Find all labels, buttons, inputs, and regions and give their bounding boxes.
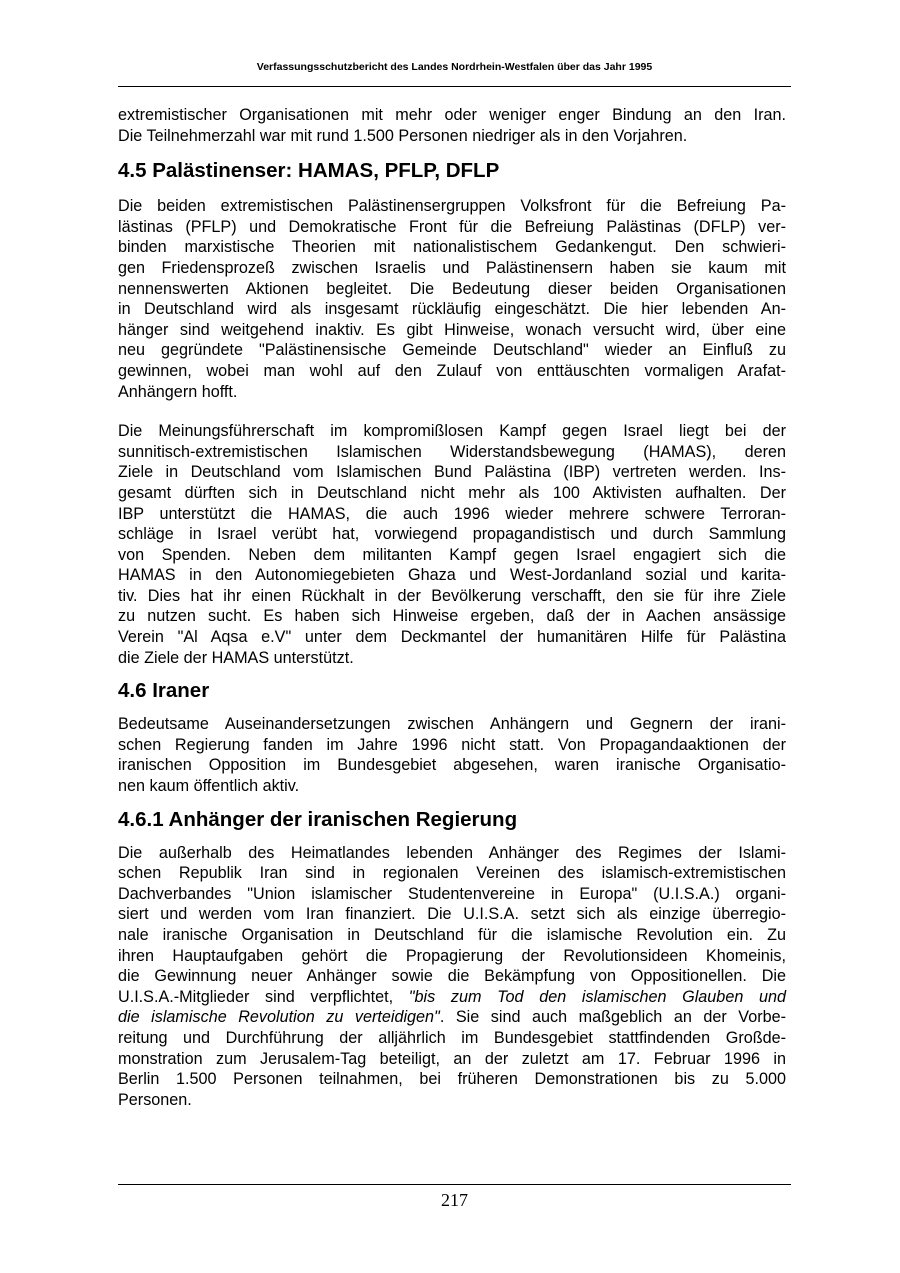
text-line: Verein "Al Aqsa e.V" unter dem Deckmantel der humanitären Hilfe für Palästina <box>118 628 786 647</box>
text-line: Die Meinungsführerschaft im kompromißlosen Kampf gegen Israel liegt bei der <box>118 422 786 441</box>
footer-divider <box>118 1184 791 1185</box>
text-line: HAMAS in den Autonomiegebieten Ghaza und West-Jordanland sozial und karita- <box>118 566 786 585</box>
italic-quote: die islamische Revolution zu verteidigen" <box>118 1008 440 1027</box>
text-line: zu nutzen sucht. Es haben sich Hinweise ergeben, daß der in Aachen ansässige <box>118 607 786 626</box>
running-header: Verfassungsschutzbericht des Landes Nordrhein-Westfalen über das Jahr 1995 <box>256 61 653 73</box>
text-line: Bedeutsame Auseinandersetzungen zwischen Anhängern und Gegnern der irani- <box>118 715 786 734</box>
text-line: die Ziele der HAMAS unterstützt. <box>118 648 354 667</box>
section-4-5-paragraph-1 <box>118 196 786 402</box>
quote-tail: . Sie sind auch maßgeblich an der Vorbe- <box>439 1008 786 1027</box>
text-line: Anhängern hofft. <box>118 382 238 401</box>
text-line: Ziele in Deutschland vom Islamischen Bund Palästina (IBP) vertreten werden. Ins- <box>118 463 786 482</box>
text-line: schen Regierung fanden im Jahre 1996 nicht statt. Von Propagandaaktionen der <box>118 735 786 754</box>
text-line: gesamt dürften sich in Deutschland nicht mehr als 100 Aktivisten aufhalten. Der <box>118 483 786 502</box>
page-content <box>118 105 786 1110</box>
text-line-with-quote <box>118 987 786 1008</box>
section-heading-4-6: 4.6 Iraner <box>118 679 210 703</box>
text-line: sunnitisch-extremistischen Islamischen Widerstandsbewegung (HAMAS), deren <box>118 442 786 461</box>
text-line: in Deutschland wird als insgesamt rückläufig eingeschätzt. Die hier lebenden An- <box>118 300 786 319</box>
text-line: gen Friedensprozeß zwischen Israelis und Palästinensern haben sie kaum mit <box>118 258 786 277</box>
text-line: iranischen Opposition im Bundesgebiet abgesehen, waren iranische Organisatio- <box>118 756 786 775</box>
page-number: 217 <box>441 1190 468 1210</box>
text-line: nen kaum öffentlich aktiv. <box>118 777 300 796</box>
text-line: siert und werden vom Iran finanziert. Die U.I.S.A. setzt sich als einzige überregio- <box>118 905 786 924</box>
text-line: binden marxistische Theorien mit nationalistischem Gedankengut. Den schwieri- <box>118 238 786 257</box>
italic-quote: "bis zum Tod den islamischen Glauben und <box>408 987 786 1006</box>
text-line: nale iranische Organisation in Deutschland für die islamische Revolution ein. Zu <box>118 926 786 944</box>
text-line: reitung und Durchführung der alljährlich im Bundesgebiet stattfindenden Großde- <box>118 1028 786 1047</box>
text-line: Personen. <box>118 1090 192 1109</box>
text-line: Die außerhalb des Heimatlandes lebenden Anhänger des Regimes der Islami- <box>118 843 786 862</box>
text-line: tiv. Dies hat ihr einen Rückhalt in der Bevölkerung verschafft, den sie für ihre Ziele <box>118 586 786 605</box>
header-divider <box>118 86 791 87</box>
text-line: IBP unterstützt die HAMAS, die auch 1996 wieder mehrere schwere Terroran- <box>118 504 786 523</box>
intro-paragraph <box>118 105 786 146</box>
section-heading-4-6-1: 4.6.1 Anhänger der iranischen Regierung <box>118 807 518 831</box>
text-line-with-quote <box>118 1007 786 1028</box>
text-line: extremistischer Organisationen mit mehr oder weniger enger Bindung an den Iran. <box>118 106 786 124</box>
text-line: neu gegründete "Palästinensische Gemeinde Deutschland" wieder an Einfluß zu <box>118 341 786 360</box>
text-line: von Spenden. Neben dem militanten Kampf gegen Israel engagiert sich die <box>118 545 786 564</box>
text-line: hänger sind weitgehend inaktiv. Es gibt Hinweise, wonach versucht wird, über eine <box>118 320 786 339</box>
text-line: Dachverbandes "Union islamischer Studentenvereine in Europa" (U.I.S.A.) organi- <box>118 884 786 903</box>
text-line: nennenswerten Aktionen begleitet. Die Bedeutung dieser beiden Organisationen <box>118 279 786 298</box>
section-4-6-1-paragraph-1 <box>118 843 786 1111</box>
text-line: die Gewinnung neuer Anhänger sowie die Bekämpfung von Oppositionellen. Die <box>118 967 786 986</box>
section-4-5-paragraph-2 <box>118 421 786 668</box>
text-line: gewinnen, wobei man wohl auf den Zulauf von enttäuschten vormaligen Arafat- <box>118 361 786 380</box>
text-line: schläge in Israel verübt hat, vorwiegend propagandistisch und durch Sammlung <box>118 525 786 544</box>
text-line: ihren Hauptaufgaben gehört die Propagierung der Revolutionsideen Khomeinis, <box>118 946 786 965</box>
section-4-6-paragraph-1 <box>118 714 786 796</box>
text-line: Die beiden extremistischen Palästinensergruppen Volksfront für die Befreiung Pa- <box>118 197 786 216</box>
text-line: monstration zum Jerusalem-Tag beteiligt, an der zuletzt am 17. Februar 1996 in <box>118 1049 786 1068</box>
section-heading-4-5: 4.5 Palästinenser: HAMAS, PFLP, DFLP <box>118 159 500 183</box>
quote-lead: U.I.S.A.-Mitglieder sind verpflichtet, <box>118 987 409 1006</box>
text-line: lästinas (PFLP) und Demokratische Front für die Befreiung Palästinas (DFLP) ver- <box>118 217 786 236</box>
text-line: Berlin 1.500 Personen teilnahmen, bei früheren Demonstrationen bis zu 5.000 <box>118 1070 786 1089</box>
text-line: schen Republik Iran sind in regionalen Vereinen des islamisch-extremistischen <box>118 864 786 883</box>
text-line: Die Teilnehmerzahl war mit rund 1.500 Personen niedriger als in den Vorjahren. <box>118 126 688 145</box>
